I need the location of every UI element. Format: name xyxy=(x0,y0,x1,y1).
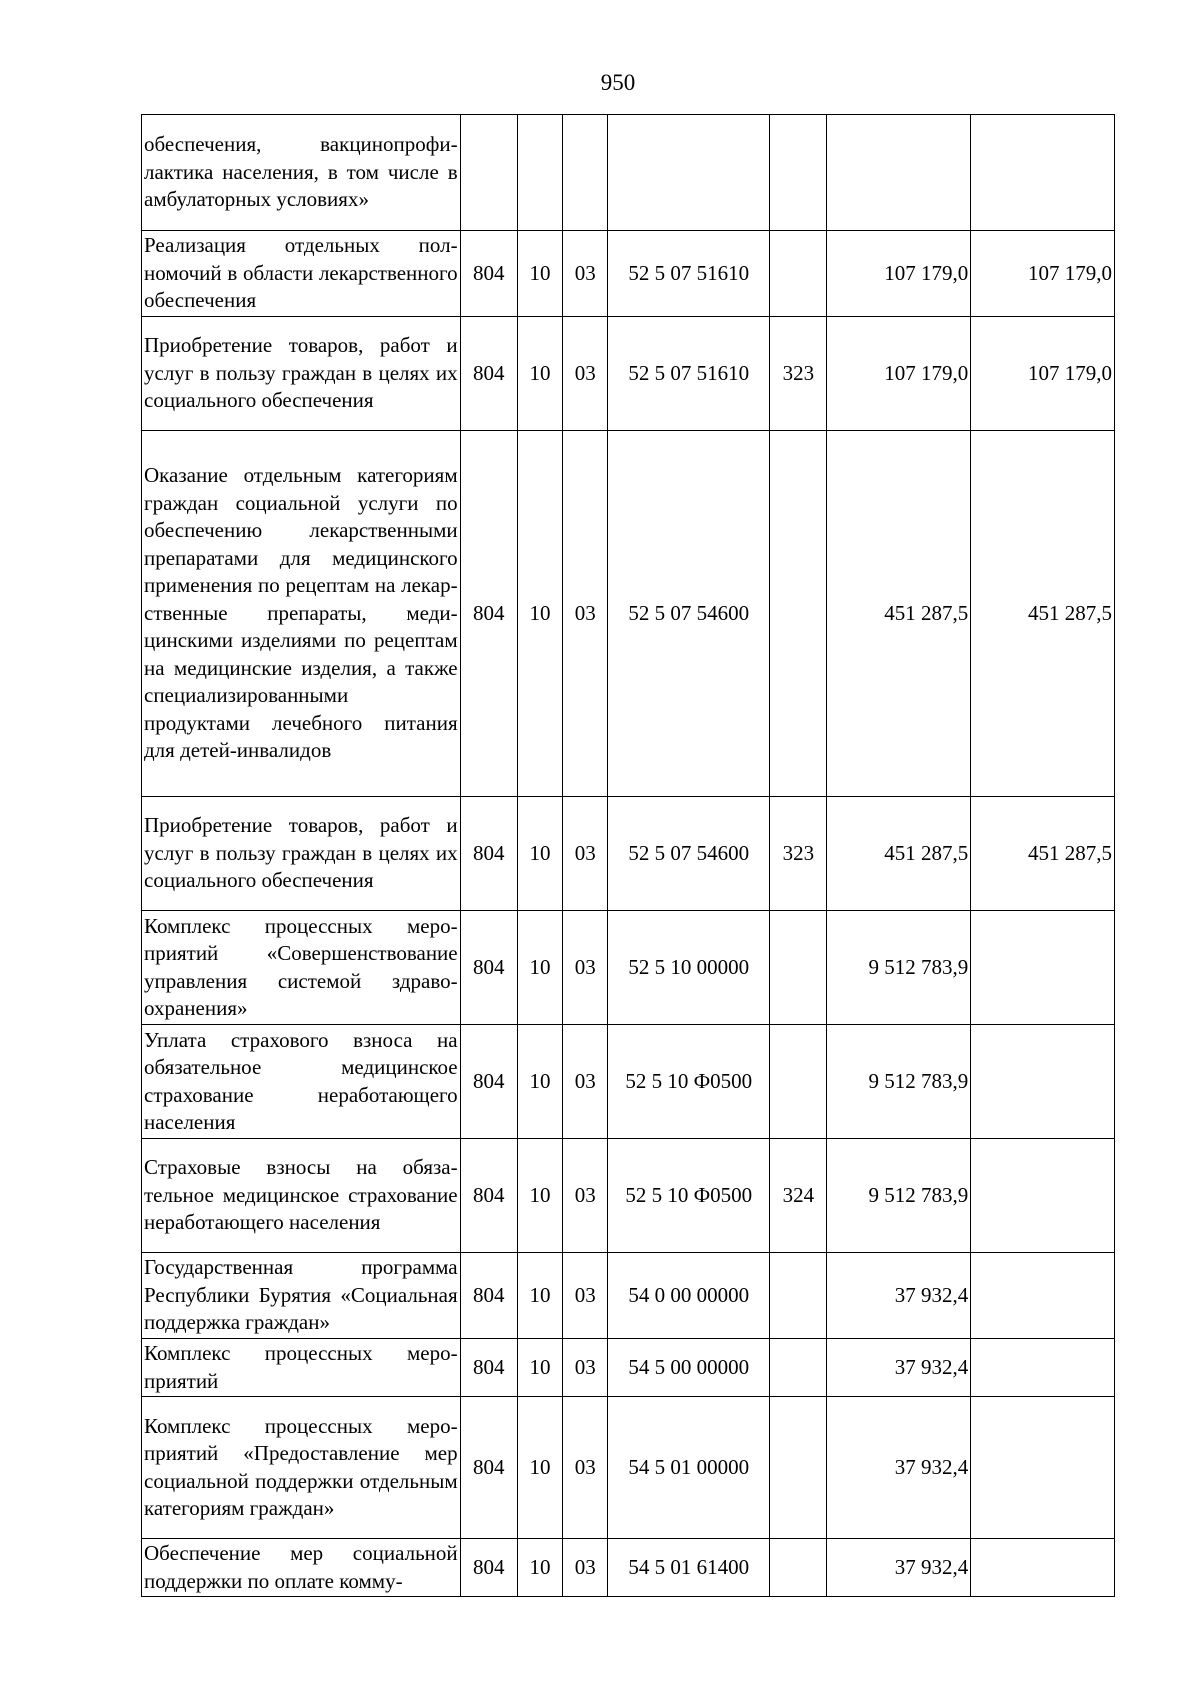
cell-name: Обеспечение мер социальной поддержки по оплате комму- xyxy=(142,1539,461,1597)
table-row xyxy=(142,115,1115,231)
cell-grbs: 804 xyxy=(460,1539,517,1597)
cell-expense-type xyxy=(770,1339,827,1397)
cell-expense-type xyxy=(770,911,827,1025)
cell-name: Оказание отдельным категориям граждан социальной услуги по обеспечению лекарственными препаратами для медицинского применения по рецептам на лекарственные препараты, медицинскими изделиями по рецептам на медицинские изделия, а также специализированными продуктами лечебного питания для детей-инвалидов xyxy=(142,431,461,797)
cell-name: Приобретение товаров, работ и услуг в пользу граждан в целях их социального обеспечения xyxy=(142,797,461,911)
cell-subsection xyxy=(563,115,608,231)
cell-grbs xyxy=(460,115,517,231)
budget-table xyxy=(141,114,1115,1597)
cell-sum-2: 451 287,5 xyxy=(971,797,1115,911)
cell-grbs: 804 xyxy=(460,1397,517,1539)
cell-name: Комплекс процессных мероприятий «Совершенствование управления системой здравоохранения» xyxy=(142,911,461,1025)
cell-subsection: 03 xyxy=(563,1025,608,1139)
cell-section: 10 xyxy=(517,1253,562,1339)
cell-section: 10 xyxy=(517,1539,562,1597)
cell-target-article: 52 5 10 Ф0500 xyxy=(608,1025,770,1139)
cell-grbs: 804 xyxy=(460,431,517,797)
cell-subsection: 03 xyxy=(563,317,608,431)
table-row xyxy=(142,1253,1115,1339)
cell-grbs: 804 xyxy=(460,1025,517,1139)
cell-sum-2 xyxy=(971,1025,1115,1139)
table-row xyxy=(142,1539,1115,1597)
cell-sum-2 xyxy=(971,1139,1115,1253)
cell-sum-1: 107 179,0 xyxy=(827,317,971,431)
cell-sum-1: 9 512 783,9 xyxy=(827,911,971,1025)
cell-name: Комплекс процессных мероприятий «Предоставление мер социальной поддержки отдельным категориям граждан» xyxy=(142,1397,461,1539)
cell-expense-type xyxy=(770,1539,827,1597)
cell-section: 10 xyxy=(517,911,562,1025)
cell-sum-1: 37 932,4 xyxy=(827,1539,971,1597)
cell-grbs: 804 xyxy=(460,317,517,431)
table-row xyxy=(142,911,1115,1025)
cell-name: Государственная программа Республики Бурятия «Социальная поддержка граждан» xyxy=(142,1253,461,1339)
cell-sum-2 xyxy=(971,1539,1115,1597)
table-row xyxy=(142,797,1115,911)
cell-sum-1: 451 287,5 xyxy=(827,797,971,911)
cell-expense-type: 324 xyxy=(770,1139,827,1253)
cell-sum-1: 37 932,4 xyxy=(827,1253,971,1339)
cell-sum-1: 9 512 783,9 xyxy=(827,1139,971,1253)
cell-expense-type xyxy=(770,1397,827,1539)
cell-subsection: 03 xyxy=(563,1253,608,1339)
cell-sum-2: 451 287,5 xyxy=(971,431,1115,797)
cell-grbs: 804 xyxy=(460,1339,517,1397)
cell-section: 10 xyxy=(517,1397,562,1539)
cell-subsection: 03 xyxy=(563,1339,608,1397)
cell-grbs: 804 xyxy=(460,797,517,911)
cell-target-article: 54 5 00 00000 xyxy=(608,1339,770,1397)
cell-section: 10 xyxy=(517,431,562,797)
cell-expense-type xyxy=(770,1253,827,1339)
table-row xyxy=(142,1339,1115,1397)
cell-grbs: 804 xyxy=(460,1139,517,1253)
cell-subsection: 03 xyxy=(563,797,608,911)
cell-target-article: 52 5 07 54600 xyxy=(608,431,770,797)
cell-subsection: 03 xyxy=(563,1539,608,1597)
cell-name: Реализация отдельных полномочий в области лекарственного обеспечения xyxy=(142,231,461,317)
cell-section: 10 xyxy=(517,1339,562,1397)
cell-sum-2 xyxy=(971,911,1115,1025)
cell-target-article: 52 5 07 51610 xyxy=(608,231,770,317)
table-row xyxy=(142,317,1115,431)
cell-subsection: 03 xyxy=(563,231,608,317)
cell-subsection: 03 xyxy=(563,431,608,797)
cell-section: 10 xyxy=(517,1139,562,1253)
cell-target-article: 52 5 10 Ф0500 xyxy=(608,1139,770,1253)
page-number: 950 xyxy=(600,70,636,95)
cell-target-article xyxy=(608,115,770,231)
cell-target-article: 54 5 01 00000 xyxy=(608,1397,770,1539)
cell-name: Приобретение товаров, работ и услуг в пользу граждан в целях их социального обеспечения xyxy=(142,317,461,431)
cell-target-article: 54 5 01 61400 xyxy=(608,1539,770,1597)
cell-expense-type xyxy=(770,115,827,231)
cell-sum-1: 451 287,5 xyxy=(827,431,971,797)
cell-sum-2: 107 179,0 xyxy=(971,231,1115,317)
table-row xyxy=(142,1139,1115,1253)
cell-target-article: 52 5 10 00000 xyxy=(608,911,770,1025)
cell-sum-2 xyxy=(971,1397,1115,1539)
cell-section: 10 xyxy=(517,1025,562,1139)
cell-section xyxy=(517,115,562,231)
cell-section: 10 xyxy=(517,317,562,431)
table-row xyxy=(142,1397,1115,1539)
cell-sum-1: 37 932,4 xyxy=(827,1397,971,1539)
cell-sum-2 xyxy=(971,1339,1115,1397)
cell-name: Страховые взносы на обязательное медицинское страхование неработающего населения xyxy=(142,1139,461,1253)
cell-section: 10 xyxy=(517,231,562,317)
cell-name: обеспечения, вакцинопрофилактика населения, в том числе в амбулаторных условиях» xyxy=(142,115,461,231)
table-row xyxy=(142,1025,1115,1139)
cell-expense-type xyxy=(770,231,827,317)
cell-sum-1 xyxy=(827,115,971,231)
cell-target-article: 54 0 00 00000 xyxy=(608,1253,770,1339)
cell-name: Комплекс процессных мероприятий xyxy=(142,1339,461,1397)
cell-grbs: 804 xyxy=(460,231,517,317)
cell-sum-2 xyxy=(971,115,1115,231)
cell-sum-2 xyxy=(971,1253,1115,1339)
table-row xyxy=(142,431,1115,797)
cell-sum-1: 107 179,0 xyxy=(827,231,971,317)
cell-expense-type xyxy=(770,431,827,797)
cell-sum-1: 9 512 783,9 xyxy=(827,1025,971,1139)
cell-subsection: 03 xyxy=(563,1397,608,1539)
cell-grbs: 804 xyxy=(460,911,517,1025)
cell-name: Уплата страхового взноса на обязательное медицинское страхование неработающего населения xyxy=(142,1025,461,1139)
cell-expense-type: 323 xyxy=(770,797,827,911)
cell-sum-1: 37 932,4 xyxy=(827,1339,971,1397)
table-row xyxy=(142,231,1115,317)
cell-target-article: 52 5 07 51610 xyxy=(608,317,770,431)
cell-subsection: 03 xyxy=(563,1139,608,1253)
cell-subsection: 03 xyxy=(563,911,608,1025)
cell-target-article: 52 5 07 54600 xyxy=(608,797,770,911)
cell-expense-type: 323 xyxy=(770,317,827,431)
cell-expense-type xyxy=(770,1025,827,1139)
cell-sum-2: 107 179,0 xyxy=(971,317,1115,431)
cell-grbs: 804 xyxy=(460,1253,517,1339)
cell-section: 10 xyxy=(517,797,562,911)
